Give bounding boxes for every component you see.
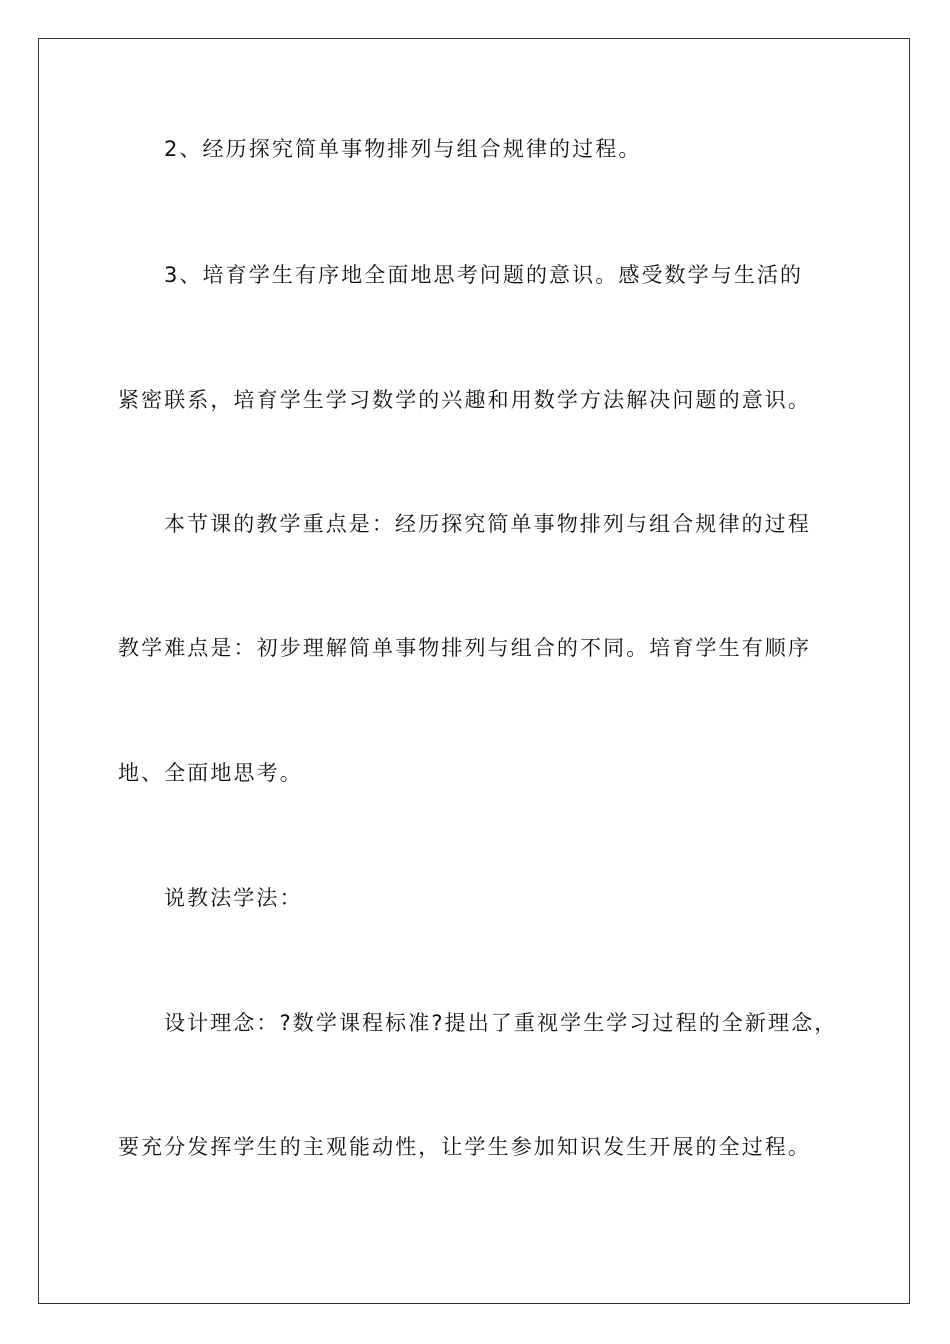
methods-heading: 说教法学法： [164, 886, 303, 910]
key-point-line: 本节课的教学重点是：经历探究简单事物排列与组合规律的过程 [164, 512, 811, 536]
objective-3-line-1: 3、培育学生有序地全面地思考问题的意识。感受数学与生活的 [164, 263, 804, 287]
difficulty-line-2: 地、全面地思考。 [118, 761, 303, 785]
design-concept-line-1: 设计理念：?数学课程标准?提出了重视学生学习过程的全新理念， [164, 1011, 838, 1035]
objective-3-line-2: 紧密联系，培育学生学习数学的兴趣和用数学方法解决问题的意识。 [118, 388, 811, 412]
objective-2-line: 2、经历探究简单事物排列与组合规律的过程。 [164, 137, 642, 161]
difficulty-line-1: 教学难点是：初步理解简单事物排列与组合的不同。培育学生有顺序 [118, 636, 811, 660]
page-border [38, 38, 910, 1304]
design-concept-line-2: 要充分发挥学生的主观能动性，让学生参加知识发生开展的全过程。 [118, 1135, 811, 1159]
